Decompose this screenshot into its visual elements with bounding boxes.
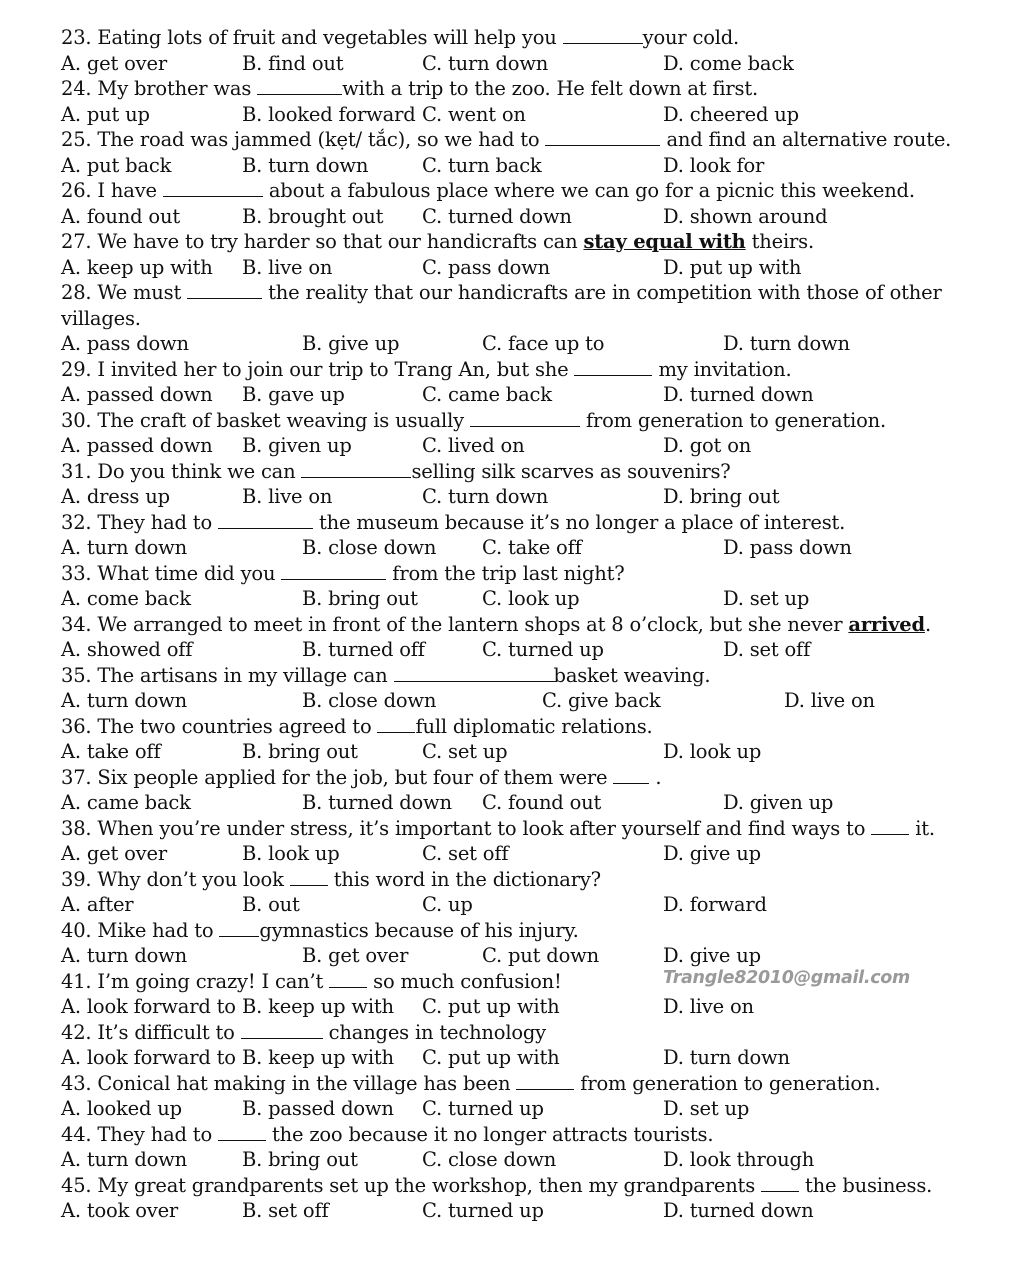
option-c[interactable]: C. face up to	[482, 332, 605, 355]
question-block	[61, 229, 961, 280]
option-a[interactable]: A. put back	[61, 153, 172, 177]
question-block	[61, 178, 961, 229]
question-text-part: We have to try harder so that our handicrafts can	[97, 230, 584, 253]
question-text-part: changes in technology	[322, 1020, 547, 1044]
question-text	[61, 561, 961, 587]
option-d[interactable]: D. turned down	[663, 1199, 814, 1222]
question-text-part: from the trip last night?	[386, 561, 625, 585]
question-text	[61, 178, 961, 204]
question-number: 37.	[61, 765, 92, 789]
answer-blank[interactable]	[516, 1074, 574, 1090]
question-text-part: it.	[909, 816, 935, 840]
question-number: 30.	[61, 408, 92, 432]
question-text-part: from generation to generation.	[579, 408, 886, 432]
question-text-part: my invitation.	[652, 357, 792, 381]
question-text	[61, 25, 961, 51]
question-text-part: so much confusion!	[367, 969, 562, 993]
option-c[interactable]: C. turned up	[422, 1199, 544, 1222]
question-text-part: about a fabulous place where we can go for a picnic this weekend.	[262, 179, 915, 202]
question-number: 42.	[61, 1020, 92, 1044]
option-a[interactable]: A. turn down	[61, 689, 188, 712]
option-d[interactable]: D. put up with	[663, 255, 802, 279]
question-block	[61, 1020, 961, 1071]
option-a[interactable]: A. turn down	[61, 1148, 188, 1171]
option-a[interactable]: A. keep up with	[61, 255, 213, 279]
question-number: 40.	[61, 918, 92, 942]
option-a[interactable]: A. passed down	[61, 383, 213, 406]
question-number: 39.	[61, 867, 92, 891]
option-b[interactable]: B. turn down	[242, 153, 369, 177]
question-text-part: Eating lots of fruit and vegetables will help you	[97, 26, 563, 49]
option-c[interactable]: C. give back	[542, 689, 661, 712]
question-number: 32.	[61, 510, 92, 534]
question-text-part: .	[924, 612, 931, 636]
question-text	[61, 229, 961, 255]
question-number: 38.	[61, 816, 92, 840]
question-text-part: The two countries agreed to	[97, 714, 378, 738]
question-block	[61, 1071, 961, 1122]
question-number: 34.	[61, 612, 92, 636]
question-number: 35.	[61, 663, 92, 687]
question-text-part: We must	[97, 281, 188, 304]
answer-blank[interactable]	[871, 819, 909, 835]
question-text	[61, 918, 961, 944]
question-block	[61, 1173, 961, 1224]
option-a[interactable]: A. passed down	[61, 434, 213, 457]
option-c[interactable]: C. up	[422, 893, 473, 916]
question-text	[61, 1071, 961, 1097]
answer-blank[interactable]	[241, 1023, 323, 1039]
option-c[interactable]: C. lived on	[422, 434, 525, 457]
answer-blank[interactable]	[301, 462, 411, 478]
answer-blank[interactable]	[394, 666, 554, 682]
option-b[interactable]: B. close down	[302, 536, 437, 559]
question-block	[61, 1122, 961, 1173]
question-block	[61, 510, 961, 561]
answer-options	[61, 586, 961, 612]
question-text	[61, 867, 961, 893]
answer-options	[61, 102, 961, 128]
question-text-part: They had to	[97, 510, 218, 534]
option-a[interactable]: A. showed off	[61, 638, 193, 661]
question-number: 24.	[61, 77, 92, 100]
question-text-part: The road was jammed (kẹt/ tắc), so we had to	[97, 128, 546, 151]
answer-blank[interactable]	[257, 79, 342, 95]
question-number: 25.	[61, 128, 92, 151]
option-b[interactable]: B. live on	[242, 485, 333, 508]
option-b[interactable]: B. given up	[242, 434, 352, 457]
question-number: 43.	[61, 1071, 92, 1095]
question-text-part: .	[649, 765, 662, 789]
question-text-part: your cold.	[642, 26, 740, 49]
option-c[interactable]: C. turn back	[422, 153, 542, 177]
option-a[interactable]: A. dress up	[61, 485, 170, 508]
question-block	[61, 816, 961, 867]
option-d[interactable]: D. got on	[663, 434, 752, 457]
answer-options	[61, 255, 961, 281]
option-c[interactable]: C. close down	[422, 1148, 557, 1171]
option-a[interactable]: A. look forward to	[61, 995, 236, 1018]
question-block	[61, 663, 961, 714]
option-c[interactable]: C. pass down	[422, 255, 551, 279]
answer-options	[61, 1096, 961, 1122]
question-number: 31.	[61, 459, 92, 483]
option-b[interactable]: B. give up	[302, 332, 400, 355]
option-a[interactable]: A. look forward to	[61, 1046, 236, 1069]
question-text-part: gymnastics because of his injury.	[259, 918, 579, 942]
option-d[interactable]: D. set up	[663, 1097, 750, 1120]
option-a[interactable]: A. get over	[61, 51, 167, 75]
option-b[interactable]: B. bring out	[242, 740, 358, 763]
question-text-part: theirs.	[745, 230, 814, 253]
option-d[interactable]: D. turned down	[663, 383, 814, 406]
option-b[interactable]: B. look up	[242, 842, 340, 865]
question-block	[61, 127, 961, 178]
option-d[interactable]: D. turn down	[663, 1046, 790, 1069]
question-text	[61, 1173, 961, 1199]
option-d[interactable]: D. come back	[663, 51, 794, 75]
option-b[interactable]: B. keep up with	[242, 1046, 394, 1069]
option-a[interactable]: A. take off	[61, 740, 161, 763]
option-c[interactable]: C. found out	[482, 791, 602, 814]
question-text	[61, 510, 961, 536]
option-c[interactable]: C. take off	[482, 536, 582, 559]
option-c[interactable]: C. turn down	[422, 485, 549, 508]
option-b[interactable]: B. turned off	[302, 638, 425, 661]
question-text	[61, 714, 961, 740]
underlined-phrase: stay equal with	[583, 230, 746, 253]
answer-blank[interactable]	[563, 28, 643, 44]
option-b[interactable]: B. looked forward	[242, 102, 416, 126]
question-block	[61, 867, 961, 918]
answer-blank[interactable]	[218, 513, 313, 529]
underlined-phrase: arrived	[848, 612, 925, 636]
option-b[interactable]: B. get over	[302, 944, 409, 967]
question-text	[61, 663, 961, 689]
question-text	[61, 459, 961, 485]
answer-options	[61, 331, 961, 357]
question-text-part: What time did you	[97, 561, 282, 585]
answer-options	[61, 382, 961, 408]
option-c[interactable]: C. put up with	[422, 1046, 560, 1069]
option-d[interactable]: D. give up	[663, 842, 761, 865]
answer-options	[61, 1045, 961, 1071]
option-c[interactable]: C. turned down	[422, 204, 572, 228]
question-text	[61, 357, 961, 383]
option-c[interactable]: C. put up with	[422, 995, 560, 1018]
question-text-part: Why don’t you look	[97, 867, 290, 891]
option-a[interactable]: A. get over	[61, 842, 167, 865]
option-d[interactable]: D. turn down	[723, 332, 850, 355]
option-a[interactable]: A. turn down	[61, 944, 188, 967]
answer-options	[61, 153, 961, 179]
answer-blank[interactable]	[218, 1125, 266, 1141]
option-c[interactable]: C. turn down	[422, 51, 549, 75]
question-number: 44.	[61, 1122, 92, 1146]
option-c[interactable]: C. turned up	[422, 1097, 544, 1120]
answer-options	[61, 841, 961, 867]
option-d[interactable]: D. live on	[784, 689, 875, 712]
question-text-part: from generation to generation.	[574, 1071, 881, 1095]
option-d[interactable]: D. set off	[723, 638, 811, 661]
answer-options	[61, 51, 961, 77]
question-number: 45.	[61, 1173, 92, 1197]
option-d[interactable]: D. given up	[723, 791, 834, 814]
question-text-part: The artisans in my village can	[97, 663, 394, 687]
option-c[interactable]: C. set off	[422, 842, 509, 865]
question-text-part: selling silk scarves as souvenirs?	[411, 459, 731, 483]
answer-options	[61, 637, 961, 663]
question-text	[61, 612, 961, 638]
question-number: 27.	[61, 230, 92, 253]
option-d[interactable]: D. live on	[663, 995, 754, 1018]
option-a[interactable]: A. looked up	[61, 1097, 182, 1120]
question-text-part: My great grandparents set up the workshop, then my grandparents	[97, 1173, 761, 1197]
question-text	[61, 765, 961, 791]
question-block	[61, 357, 961, 408]
watermark-email: Trangle82010@gmail.com	[663, 968, 910, 988]
answer-blank[interactable]	[761, 1176, 799, 1192]
question-number: 33.	[61, 561, 92, 585]
question-text-part: I invited her to join our trip to Trang An, but she	[97, 357, 575, 381]
answer-options	[61, 994, 961, 1020]
option-a[interactable]: A. pass down	[61, 332, 189, 355]
question-text-part: the business.	[799, 1173, 933, 1197]
answer-options	[61, 688, 961, 714]
question-text	[61, 1122, 961, 1148]
exercise-sheet	[61, 25, 961, 1224]
option-d[interactable]: D. give up	[663, 944, 761, 967]
question-text-part: full diplomatic relations.	[415, 714, 653, 738]
answer-blank[interactable]	[163, 181, 263, 197]
question-text-part: They had to	[97, 1122, 218, 1146]
option-c[interactable]: C. came back	[422, 383, 552, 406]
answer-blank[interactable]	[613, 768, 649, 784]
question-text	[61, 127, 961, 153]
option-a[interactable]: A. took over	[61, 1199, 179, 1222]
option-d[interactable]: D. bring out	[663, 485, 780, 508]
question-text-part: I’m going crazy! I can’t	[97, 969, 330, 993]
option-b[interactable]: B. gave up	[242, 383, 345, 406]
option-b[interactable]: B. bring out	[242, 1148, 358, 1171]
question-number: 28.	[61, 281, 92, 304]
option-a[interactable]: A. come back	[61, 587, 191, 610]
question-text-part: the reality that our handicrafts are in competition with those of other villages.	[61, 281, 942, 330]
question-block	[61, 459, 961, 510]
question-text	[61, 1020, 961, 1046]
question-text	[61, 280, 961, 331]
question-number: 36.	[61, 714, 92, 738]
option-d[interactable]: D. pass down	[723, 536, 852, 559]
answer-blank[interactable]	[470, 411, 580, 427]
option-a[interactable]: A. after	[61, 893, 134, 916]
answer-blank[interactable]	[574, 360, 652, 376]
option-b[interactable]: B. passed down	[242, 1097, 394, 1120]
question-text-part: Conical hat making in the village has been	[97, 1071, 517, 1095]
question-number: 29.	[61, 357, 92, 381]
option-b[interactable]: B. brought out	[242, 204, 384, 228]
option-c[interactable]: C. turned up	[482, 638, 604, 661]
answer-options	[61, 484, 961, 510]
question-text-part: basket weaving.	[553, 663, 711, 687]
question-block	[61, 280, 961, 357]
option-c[interactable]: C. went on	[422, 102, 526, 126]
option-d[interactable]: D. look through	[663, 1148, 815, 1171]
option-a[interactable]: A. put up	[61, 102, 150, 126]
answer-blank[interactable]	[329, 972, 367, 988]
option-b[interactable]: B. turned down	[302, 791, 452, 814]
answer-options	[61, 943, 961, 969]
answer-blank[interactable]	[545, 130, 660, 146]
option-d[interactable]: D. shown around	[663, 204, 828, 228]
option-c[interactable]: C. put down	[482, 944, 599, 967]
question-text-part: Mike had to	[97, 918, 220, 942]
option-b[interactable]: B. out	[242, 893, 300, 916]
answer-options	[61, 433, 961, 459]
answer-options	[61, 204, 961, 230]
question-text-part: It’s difficult to	[97, 1020, 241, 1044]
question-text	[61, 76, 961, 102]
answer-blank[interactable]	[187, 283, 262, 299]
question-block	[61, 408, 961, 459]
question-text-part: this word in the dictionary?	[327, 867, 601, 891]
option-b[interactable]: B. set off	[242, 1199, 329, 1222]
question-block	[61, 918, 961, 969]
option-b[interactable]: B. keep up with	[242, 995, 394, 1018]
question-text	[61, 408, 961, 434]
option-d[interactable]: D. cheered up	[663, 102, 799, 126]
option-a[interactable]: A. turn down	[61, 536, 188, 559]
answer-options	[61, 535, 961, 561]
question-number: 41.	[61, 969, 92, 993]
option-a[interactable]: A. found out	[61, 204, 180, 228]
option-b[interactable]: B. bring out	[302, 587, 418, 610]
option-b[interactable]: B. close down	[302, 689, 437, 712]
question-block	[61, 714, 961, 765]
question-text-part: When you’re under stress, it’s important to look after yourself and find ways to	[97, 816, 872, 840]
answer-options	[61, 1198, 961, 1224]
question-text-part: and find an alternative route.	[660, 128, 952, 151]
question-text-part: My brother was	[97, 77, 258, 100]
question-text	[61, 816, 961, 842]
answer-blank[interactable]	[281, 564, 386, 580]
option-d[interactable]: D. look for	[663, 153, 765, 177]
answer-blank[interactable]	[219, 921, 259, 937]
option-c[interactable]: C. look up	[482, 587, 580, 610]
option-c[interactable]: C. set up	[422, 740, 508, 763]
option-d[interactable]: D. set up	[723, 587, 810, 610]
question-block	[61, 25, 961, 76]
option-d[interactable]: D. look up	[663, 740, 762, 763]
question-number: 23.	[61, 26, 92, 49]
question-text-part: the museum because it’s no longer a place of interest.	[312, 510, 846, 534]
answer-options	[61, 1147, 961, 1173]
question-block	[61, 612, 961, 663]
question-text-part: Six people applied for the job, but four of them were	[97, 765, 614, 789]
option-a[interactable]: A. came back	[61, 791, 191, 814]
question-number: 26.	[61, 179, 92, 202]
question-text-part: I have	[97, 179, 163, 202]
option-b[interactable]: B. find out	[242, 51, 344, 75]
answer-options	[61, 892, 961, 918]
question-text-part: The craft of basket weaving is usually	[97, 408, 470, 432]
answer-blank[interactable]	[290, 870, 328, 886]
question-text-part: We arranged to meet in front of the lantern shops at 8 o’clock, but she never	[97, 612, 849, 636]
question-text-part: the zoo because it no longer attracts tourists.	[265, 1122, 714, 1146]
answer-blank[interactable]	[377, 717, 415, 733]
question-block	[61, 76, 961, 127]
question-text-part: with a trip to the zoo. He felt down at first.	[342, 77, 758, 100]
answer-options	[61, 790, 961, 816]
question-block	[61, 765, 961, 816]
answer-options	[61, 739, 961, 765]
question-text-part: Do you think we can	[97, 459, 302, 483]
option-b[interactable]: B. live on	[242, 255, 333, 279]
option-d[interactable]: D. forward	[663, 893, 767, 916]
question-block	[61, 561, 961, 612]
